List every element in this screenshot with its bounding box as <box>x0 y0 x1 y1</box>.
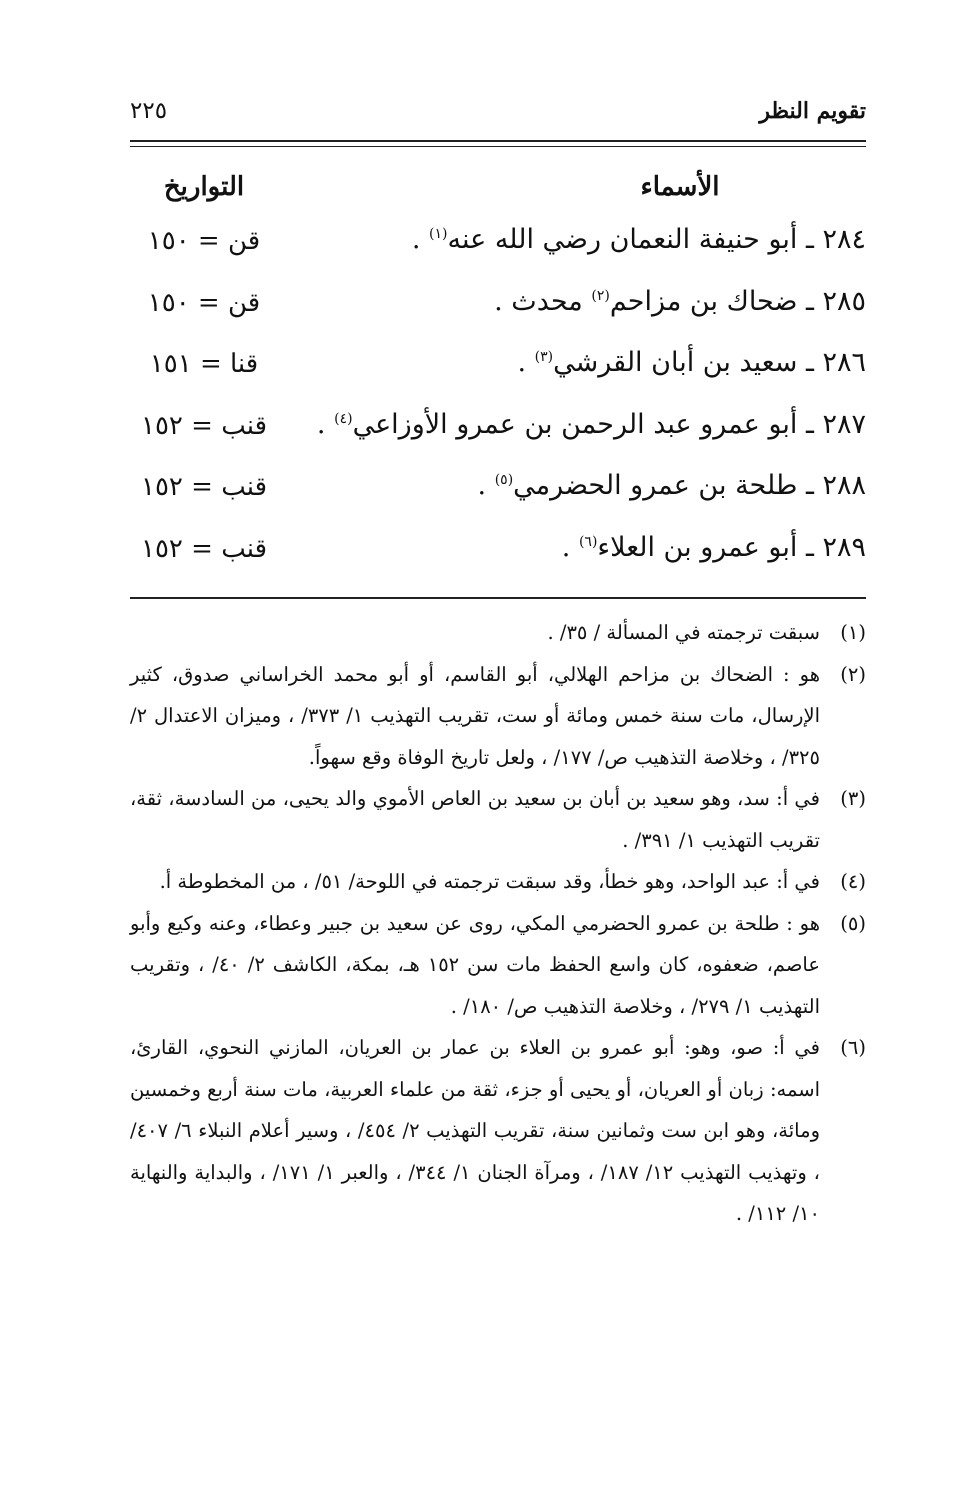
entry-date: قن = ١٥٠ <box>147 287 261 318</box>
footnote-number: (٣) <box>840 787 866 810</box>
footnote-text: في أ: سد، وهو سعيد بن أبان بن سعيد بن العاص الأموي والد يحيى، من السادسة، ثقة، تقريب التهذيب ١/ ٣٩١/ . <box>130 787 820 852</box>
header-rule-thin <box>130 146 866 147</box>
entry-date: قنب = ١٥٢ <box>140 472 268 502</box>
footnote-ref: (٥) <box>494 472 514 488</box>
table-row <box>130 470 866 532</box>
footnote-number: (٢) <box>840 662 866 686</box>
footnote-number: (٦) <box>840 1036 866 1059</box>
footnote-text: هو : الضحاك بن مزاحم الهلالي، أبو القاسم، أو أبو محمد الخراساني صدوق، كثير الإرسال، مات سنة خمس ومائة أو ست، تقريب التهذيب ١/ ٣٧٣/ ، وميزان الاعتدال ٢/ ٣٢٥/ ، وخلاصة التذهيب ص/ ١٧٧/ ، ولعل تاريخ الوفاة وقع سهواً. <box>130 662 821 769</box>
table-row <box>130 347 866 409</box>
column-header-names: الأسماء <box>640 172 720 202</box>
entry-name: ٢٨٩ ـ أبو عمرو بن العلاء$^{(٦)}$ . <box>561 531 866 563</box>
footnote-text: سبقت ترجمته في المسألة / ٣٥/ . <box>547 621 820 644</box>
column-header-dates: التواريخ <box>163 172 245 202</box>
table-row <box>130 286 866 348</box>
footnote-ref: (٦) <box>578 533 598 550</box>
table-column-headers <box>130 172 866 212</box>
entry-name: ٢٨٧ ـ أبو عمرو عبد الرحمن بن عمرو الأوزاعي$^{(٤)}$ . <box>316 408 866 440</box>
running-title: تقويم النظر <box>759 98 866 124</box>
entry-name: ٢٨٥ ـ ضحاك بن مزاحم$^{(٢)}$ محدث . <box>494 285 866 317</box>
footnotes-section <box>130 612 866 1235</box>
table-row <box>130 409 866 471</box>
entry-date: قنا = ١٥١ <box>149 349 259 379</box>
footnote-text: في أ: صو، وهو: أبو عمرو بن العلاء بن عمار بن العريان، المازني النحوي، القارئ، اسمه: زبان أو العريان، أو يحيى أو جزء، ثقة من علماء العربية، مات سنة أربع وخمسين ومائة، وهو ابن ست وثمانين سنة، تقريب التهذيب ٢/ ٤٥٤/ ، وسير أعلام النبلاء ٦/ ٤٠٧/ ، وتهذيب التهذيب ١٢/ ١٨٧/ ، ومرآة الجنان ١/ ٣٤٤/ ، والعبر ١/ ١٧١/ ، والبداية والنهاية ١٠/ ١١٢/ . <box>130 1036 820 1225</box>
footnote-number: (١) <box>840 621 866 644</box>
entry-name: ٢٨٤ ـ أبو حنيفة النعمان رضي الله عنه$^{(١)}$ . <box>411 224 866 255</box>
table-row <box>130 532 866 594</box>
footnote-text: في أ: عبد الواحد، وهو خطأ، وقد سبقت ترجمته في اللوحة/ ٥١/ ، من المخطوطة أ. <box>159 870 820 893</box>
entry-date: قنب = ١٥٢ <box>140 410 268 441</box>
footnote <box>130 778 866 861</box>
footnote-number: (٤) <box>840 870 866 893</box>
footnote-separator <box>130 597 866 599</box>
footnote <box>130 612 866 654</box>
names-table <box>130 224 866 593</box>
footnote <box>130 861 866 903</box>
header-rule-thick <box>130 140 866 142</box>
page-number: ٢٢٥ <box>130 98 168 124</box>
footnote-ref: (٢) <box>591 287 610 304</box>
footnote-ref: (١) <box>429 226 448 242</box>
footnote <box>130 1027 866 1235</box>
footnote-text: هو : طلحة بن عمرو الحضرمي المكي، روى عن سعيد بن جبير وعطاء، وعنه وكيع وأبو عاصم، ضعفوه، كان واسع الحفظ مات سن ١٥٢ هـ، بمكة، الكاشف ٢/ ٤٠/ ، وتقريب التهذيب ١/ ٢٧٩/ ، وخلاصة التذهيب ص/ ١٨٠/ . <box>130 911 820 1018</box>
footnote-ref: (٣) <box>534 349 554 365</box>
entry-name: ٢٨٦ ـ سعيد بن أبان القرشي$^{(٣)}$ . <box>517 347 866 378</box>
entry-date: قن = ١٥٠ <box>147 226 261 256</box>
footnote <box>130 654 866 779</box>
entry-name: ٢٨٨ ـ طلحة بن عمرو الحضرمي$^{(٥)}$ . <box>477 470 866 501</box>
footnote-ref: (٤) <box>334 410 353 427</box>
entry-date: قنب = ١٥٢ <box>140 533 268 564</box>
footnote-number: (٥) <box>840 911 866 935</box>
table-row <box>130 224 866 286</box>
running-header <box>130 96 866 132</box>
footnote <box>130 903 866 1028</box>
